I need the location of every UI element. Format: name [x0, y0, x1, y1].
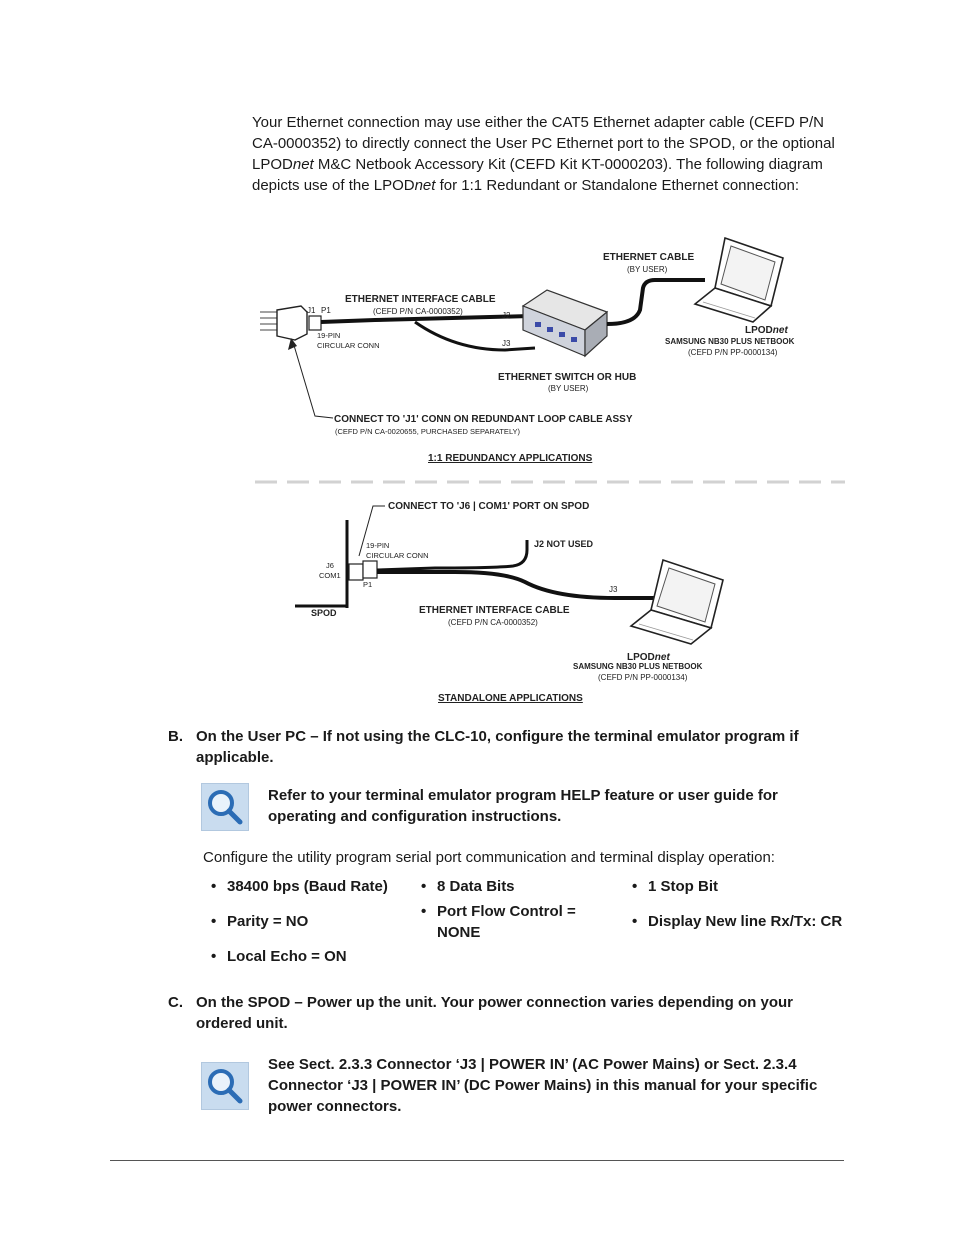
label-j3-standalone: J3: [609, 585, 618, 594]
label-p1: P1: [321, 306, 331, 315]
interface-cable-j2: [321, 316, 530, 322]
label-j1: J1: [307, 306, 316, 315]
redundant-loop-wires: [260, 312, 277, 330]
ethernet-cable-to-netbook: [607, 280, 705, 324]
label-circular-conn-standalone: CIRCULAR CONN: [366, 551, 429, 560]
label-19-pin-standalone: 19-PIN: [366, 541, 390, 550]
footer-rule: [110, 1160, 844, 1161]
note-terminal-help: Refer to your terminal emulator program HELP feature or user guide for operating and configuration instructions.: [268, 787, 778, 825]
configure-instruction: Configure the utility program serial port communication and terminal display operation:: [203, 849, 775, 866]
intro-net-italic-1: net: [292, 156, 314, 173]
step-c-letter: C.: [168, 994, 183, 1011]
label-com1: COM1: [319, 571, 341, 580]
label-interface-pn-standalone: (CEFD P/N CA-0000352): [448, 618, 538, 627]
label-interface-cable: ETHERNET INTERFACE CABLE: [345, 294, 496, 305]
label-j3: J3: [502, 339, 511, 348]
label-netbook-pn-top: (CEFD P/N PP-0000134): [688, 348, 778, 357]
label-j2: J2: [502, 311, 511, 320]
magnifier-icon: [201, 783, 249, 831]
label-spod: SPOD: [311, 608, 337, 618]
ethernet-connection-diagram: [255, 230, 845, 710]
intro-text-2: M&C Netbook Accessory Kit (CEFD Kit KT-0000203). The following diagram depicts use of the LPOD: [252, 156, 823, 194]
j1-circular-connector: [277, 306, 307, 340]
step-c-text: On the SPOD – Power up the unit. Your power connection varies depending on your ordered unit.: [196, 994, 794, 1032]
label-connect-j1-pn: (CEFD P/N CA-0020655, PURCHASED SEPARATELY): [335, 427, 521, 436]
netbook-top: [695, 238, 783, 322]
step-b-text: On the User PC – If not using the CLC-10, configure the terminal emulator program if applicable.: [196, 728, 799, 766]
caption-redundancy: 1:1 REDUNDANCY APPLICATIONS: [428, 453, 593, 464]
netbook-bottom: [631, 560, 723, 644]
p1-plug: [309, 316, 321, 330]
bullet-flow-control: • Port Flow Control = NONE: [421, 903, 576, 941]
bullet-local-echo: • Local Echo = ON: [211, 948, 347, 965]
label-ethernet-cable: ETHERNET CABLE: [603, 252, 695, 263]
connect-j1-leader: [293, 342, 333, 418]
label-connect-j1: CONNECT TO 'J1' CONN ON REDUNDANT LOOP CABLE ASSY: [334, 414, 633, 425]
bullet-stop-bit: • 1 Stop Bit: [632, 878, 718, 895]
label-interface-pn: (CEFD P/N CA-0000352): [373, 307, 463, 316]
label-j2-not-used: J2 NOT USED: [534, 539, 594, 549]
step-b-letter: B.: [168, 728, 183, 745]
note-power-connectors: See Sect. 2.3.3 Connector ‘J3 | POWER IN’ (AC Power Mains) or Sect. 2.3.4 Connector ‘J3 | POWER IN’ (DC Power Mains) in this manual for your specific power connectors.: [268, 1056, 818, 1115]
bullet-baud: • 38400 bps (Baud Rate): [211, 878, 388, 895]
label-netbook-bottom: SAMSUNG NB30 PLUS NETBOOK: [573, 662, 703, 671]
interface-cable-j3: [415, 322, 535, 350]
label-connect-j6: CONNECT TO 'J6 | COM1' PORT ON SPOD: [388, 501, 590, 512]
label-p1-standalone: P1: [363, 580, 373, 589]
label-ethernet-switch: ETHERNET SWITCH OR HUB: [498, 372, 637, 383]
intro-net-italic-2: net: [414, 177, 436, 194]
label-netbook-pn-bottom: (CEFD P/N PP-0000134): [598, 673, 688, 682]
label-cable-by-user: (BY USER): [627, 265, 668, 274]
intro-text-3: for 1:1 Redundant or Standalone Ethernet connection:: [435, 177, 800, 194]
intro-text-1: Your Ethernet connection may use either the CAT5 Ethernet adapter cable (CEFD P/N CA-0000352) to directly connect the User PC Ethernet port to the SPOD, or the optional LPOD: [252, 114, 835, 173]
p1-plug-standalone: [363, 561, 377, 578]
caption-standalone: STANDALONE APPLICATIONS: [438, 693, 583, 704]
magnifier-icon: [201, 1062, 249, 1110]
label-j6: J6: [326, 561, 334, 570]
label-19-pin: 19-PIN: [317, 331, 341, 340]
bullet-data-bits: • 8 Data Bits: [421, 878, 515, 895]
bullet-parity: • Parity = NO: [211, 913, 309, 930]
label-switch-by-user: (BY USER): [548, 384, 589, 393]
bullet-newline: • Display New line Rx/Tx: CR: [632, 913, 843, 930]
ethernet-switch: [523, 290, 607, 356]
label-lpodnet-top: LPODnet: [745, 325, 788, 336]
label-circular-conn: CIRCULAR CONN: [317, 341, 380, 350]
label-netbook-top: SAMSUNG NB30 PLUS NETBOOK: [665, 337, 795, 346]
j6-connector: [349, 564, 363, 580]
label-interface-cable-standalone: ETHERNET INTERFACE CABLE: [419, 605, 570, 616]
label-lpodnet-bottom: LPODnet: [627, 652, 670, 663]
intro-paragraph: [252, 112, 842, 196]
